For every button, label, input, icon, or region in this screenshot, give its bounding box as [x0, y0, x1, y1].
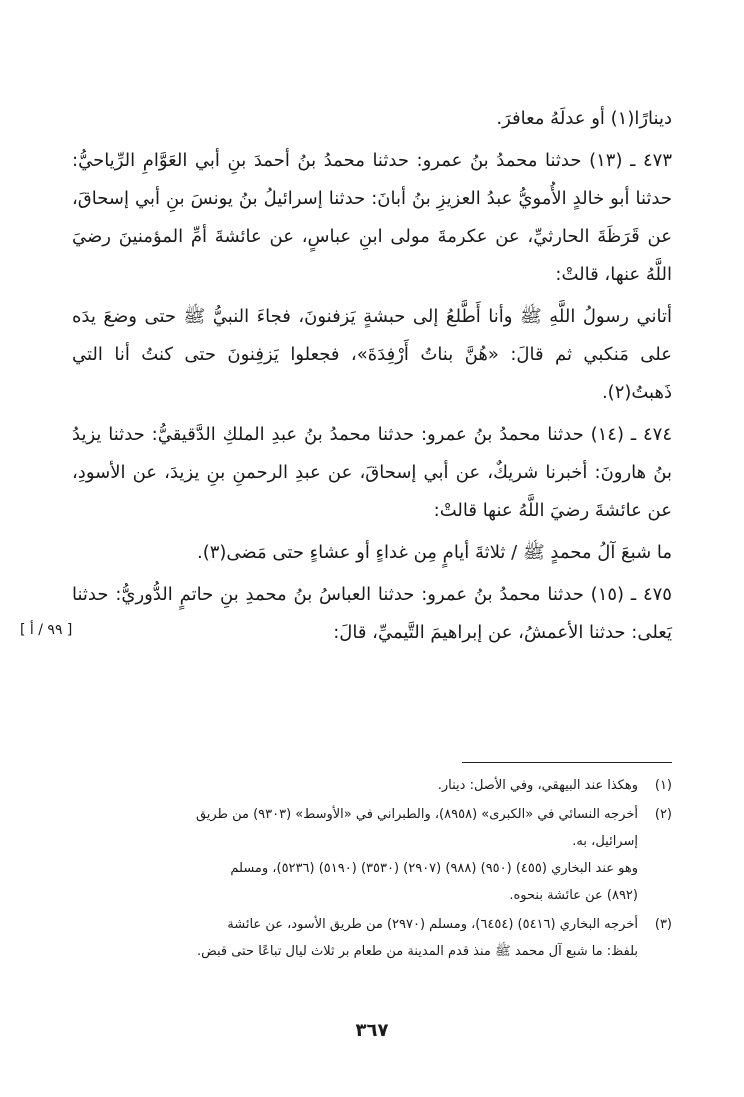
- footnote-line: إسرائيل، به.: [572, 834, 638, 849]
- footnote-text: [80, 801, 638, 909]
- footnote-number: (١): [654, 778, 672, 793]
- footnotes: [80, 772, 672, 965]
- main-text: [72, 100, 672, 652]
- hadith-474-matn: ما شبعَ آلُ محمدٍ ﷺ / ثلاثةَ أيامٍ مِن غداءٍ أو عشاءٍ حتى مَضى(٣).: [196, 542, 672, 563]
- footnote-separator: [462, 762, 672, 763]
- hadith-474-isnad: ٤٧٤ ـ (١٤) حدثنا محمدُ بنُ عمرو: حدثنا محمدُ بنُ عبدِ الملكِ الدَّقيقيُّ: حدثنا يزيدُ بنُ هارونَ: أخبرنا شريكٌ، عن أبي إسحاقَ، عن عبدِ الرحمنِ بنِ يزيدَ، عن الأسودِ، عن عائشةَ رضيَ اللَّهُ عنها قالتْ:: [72, 424, 672, 521]
- footnote-3: [80, 911, 672, 965]
- footnote-line: وهكذا عند البيهقي، وفي الأصل: دينار.: [437, 778, 638, 793]
- manuscript-folio-mark: [ ٩٩ / أ ]: [20, 622, 73, 638]
- footnote-line: أخرجه البخاري (٥٤١٦) (٦٤٥٤)، ومسلم (٢٩٧٠) من طريق الأسود، عن عائشة: [227, 917, 638, 932]
- paragraph-continuation: دينارًا(١) أو عدلَهُ معافرَ.: [496, 108, 672, 129]
- footnote-1: [80, 772, 672, 799]
- hadith-475-isnad: ٤٧٥ ـ (١٥) حدثنا محمدُ بنُ عمرو: حدثنا العباسُ بنُ محمدِ بنِ حاتمٍ الدُّوريُّ: حدثنا يَعلى: حدثنا الأعمشُ، عن إبراهيمَ التَّيميِّ، قالَ:: [72, 584, 672, 643]
- footnote-number: (٣): [654, 917, 672, 932]
- footnote-2: [80, 801, 672, 909]
- footnote-line: وهو عند البخاري (٤٥٥) (٩٥٠) (٩٨٨) (٢٩٠٧) (٣٥٣٠) (٥١٩٠) (٥٢٣٦)، ومسلم: [230, 861, 638, 876]
- footnote-number: (٢): [654, 807, 672, 822]
- page-number: ٣٦٧: [355, 1020, 389, 1041]
- hadith-473-isnad: ٤٧٣ ـ (١٣) حدثنا محمدُ بنُ عمرو: حدثنا محمدُ بنُ أحمدَ بنِ أبي العَوَّامِ الرِّياحيُّ: حدثنا أبو خالدٍ الأُمويُّ عبدُ العزيزِ بنُ أبانَ: حدثنا إسرائيلُ بنُ يونسَ بنِ أبي إسحاقَ، عن قَرَظَةَ الحارثيِّ، عن عكرمةَ مولى ابنِ عباسٍ، عن عائشةَ أمِّ المؤمنينَ رضيَ اللَّهُ عنها، قالتْ:: [72, 150, 672, 285]
- footnote-line: أخرجه النسائي في «الكبرى» (٨٩٥٨)، والطبراني في «الأوسط» (٩٣٠٣) من طريق: [195, 807, 638, 822]
- footnote-line: (٨٩٢) عن عائشة بنحوه.: [509, 888, 638, 903]
- footnote-text: [80, 772, 638, 799]
- hadith-473-matn: أتاني رسولُ اللَّهِ ﷺ وأنا أَطَّلعُ إلى حبشةٍ يَزفنونَ، فجاءَ النبيُّ ﷺ حتى وضعَ يدَه على مَنكبي ثم قالَ: «هُنَّ بناتُ أَرْفِدَةَ»، فجعلوا يَزفِنونَ حتى كنتُ أنا التي ذَهبتُ(٢).: [72, 306, 672, 403]
- footnote-text: [80, 911, 638, 965]
- footnote-line: بلفظ: ما شبع آل محمد ﷺ منذ قدم المدينة من طعام بر ثلاث ليال تباعًا حتى قبض.: [196, 944, 638, 959]
